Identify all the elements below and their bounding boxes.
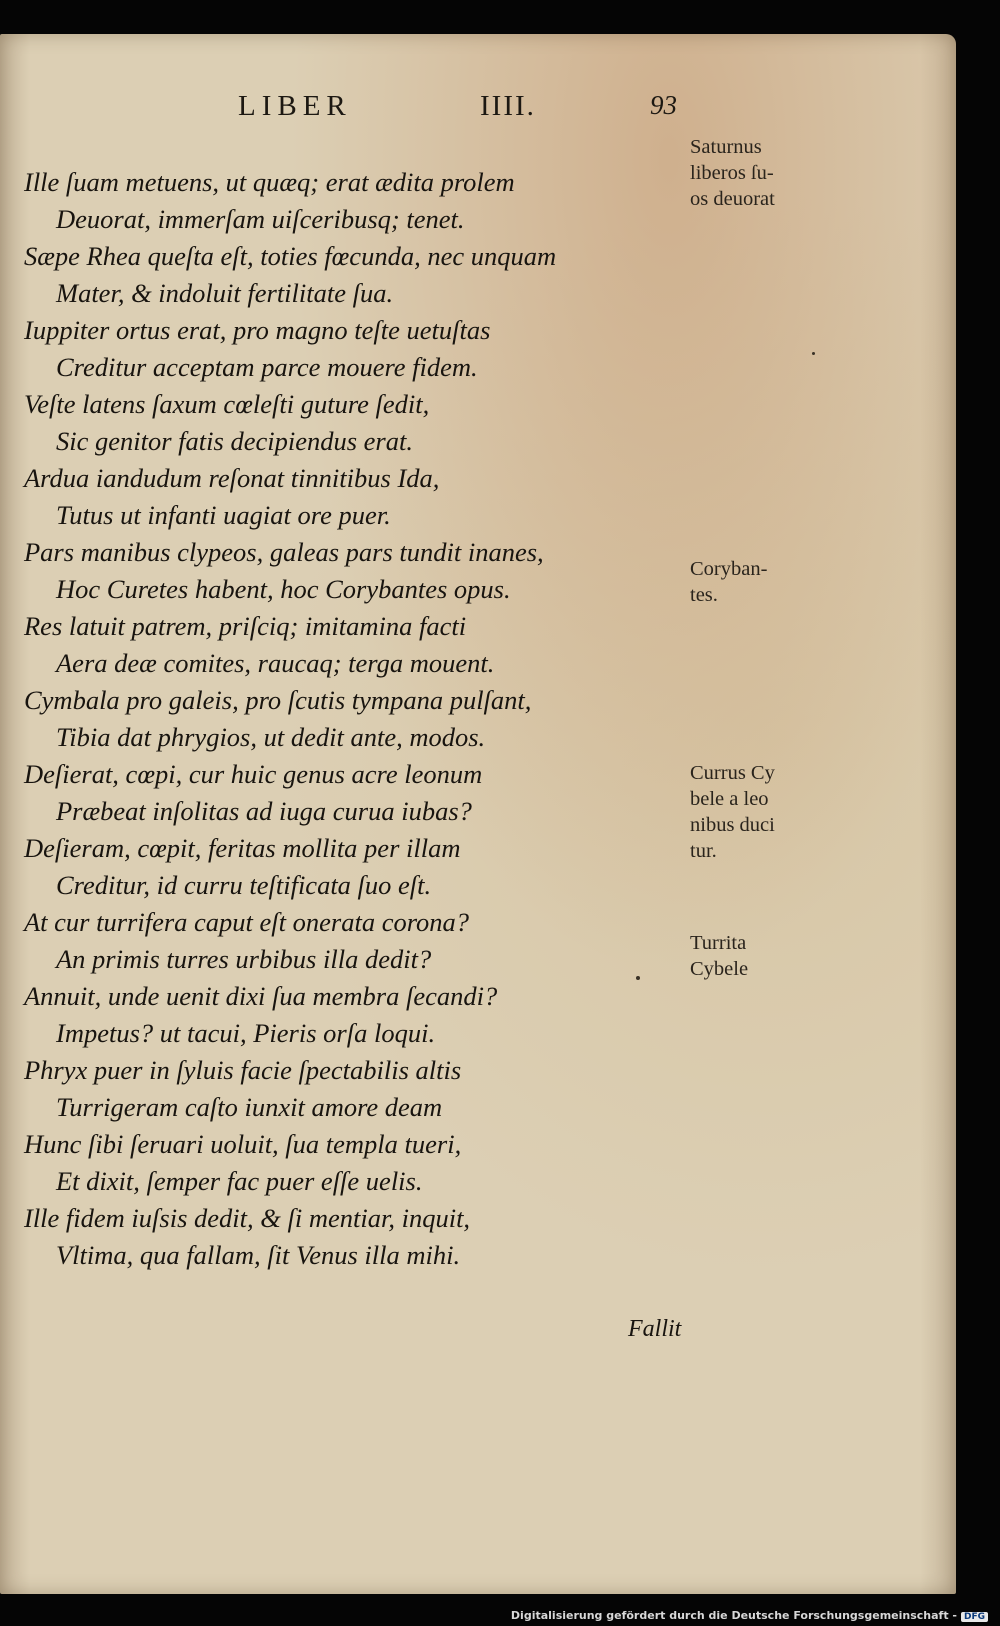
verse-line: Sic genitor fatis decipiendus erat.	[56, 426, 413, 456]
verse-line: Vltima, qua fallam, ſit Venus illa mihi.	[56, 1240, 461, 1270]
catchword: Fallit	[628, 1316, 682, 1342]
verse-line: Iuppiter ortus erat, pro magno teſte uetuſtas	[24, 315, 491, 345]
book-page	[0, 34, 956, 1594]
verse-line: Res latuit patrem, priſciq; imitamina facti	[24, 611, 467, 641]
verse-line: Deuorat, immerſam uiſceribusq; tenet.	[56, 204, 465, 234]
verse-line: Pars manibus clypeos, galeas pars tundit inanes,	[24, 537, 544, 567]
verse-line: At cur turrifera caput eſt onerata corona?	[24, 907, 470, 937]
margin-note-saturnus: Saturnus liberos ſu- os deuorat	[690, 136, 775, 210]
verse-line: Annuit, unde uenit dixi ſua membra ſecandi?	[24, 981, 498, 1011]
verse-line: Turrigeram caſto iunxit amore deam	[56, 1092, 443, 1122]
verse-line: Hunc ſibi ſeruari uoluit, ſua templa tueri,	[24, 1129, 462, 1159]
verse-line: An primis turres urbibus illa dedit?	[56, 944, 432, 974]
verse-line: Impetus? ut tacui, Pieris orſa loqui.	[56, 1018, 436, 1048]
verse-line: Præbeat inſolitas ad iuga curua iubas?	[56, 796, 472, 826]
ink-speck	[812, 352, 815, 355]
verse-line: Aera deæ comites, raucaq; terga mouent.	[56, 648, 495, 678]
verse-line: Hoc Curetes habent, hoc Corybantes opus.	[56, 574, 511, 604]
verse-line: Tutus ut infanti uagiat ore puer.	[56, 500, 391, 530]
verse-line: Cymbala pro galeis, pro ſcutis tympana pulſant,	[24, 685, 532, 715]
dfg-logo: DFG	[961, 1612, 988, 1622]
verse-line: Veſte latens ſaxum cœleſti guture ſedit,	[24, 389, 430, 419]
ink-speck	[636, 976, 640, 980]
margin-note-corybantes: Coryban- tes.	[690, 558, 768, 606]
verse-line: Ardua iandudum reſonat tinnitibus Ida,	[24, 463, 440, 493]
margin-note-turrita: Turrita Cybele	[690, 932, 749, 980]
page-number: 93	[650, 90, 677, 120]
digitization-credit: Digitalisierung gefördert durch die Deutsche Forschungsgemeinschaft - DFG	[511, 1609, 988, 1622]
verse-line: Deſieram, cœpit, feritas mollita per illam	[24, 833, 461, 863]
margin-note-currus: Currus Cy bele a leo nibus duci tur.	[690, 762, 775, 862]
verse-line: Ille fidem iuſsis dedit, & ſi mentiar, inquit,	[24, 1203, 471, 1233]
verse-line: Creditur acceptam parce mouere fidem.	[56, 352, 478, 382]
book-number: IIII.	[480, 90, 536, 122]
verse-line: Mater, & indoluit fertilitate ſua.	[56, 278, 394, 308]
verse-line: Et dixit, ſemper fac puer eſſe uelis.	[56, 1166, 423, 1196]
verse-line: Ille ſuam metuens, ut quæq; erat ædita prolem	[24, 167, 515, 197]
verse-line: Creditur, id curru teſtificata ſuo eſt.	[56, 870, 432, 900]
verse-line: Phryx puer in ſyluis facie ſpectabilis altis	[24, 1055, 462, 1085]
verse-line: Tibia dat phrygios, ut dedit ante, modos.	[56, 722, 486, 752]
running-title: LIBER	[238, 90, 352, 122]
verse-line: Sæpe Rhea queſta eſt, toties fœcunda, nec unquam	[24, 241, 557, 271]
verse-line: Deſierat, cœpi, cur huic genus acre leonum	[24, 759, 483, 789]
